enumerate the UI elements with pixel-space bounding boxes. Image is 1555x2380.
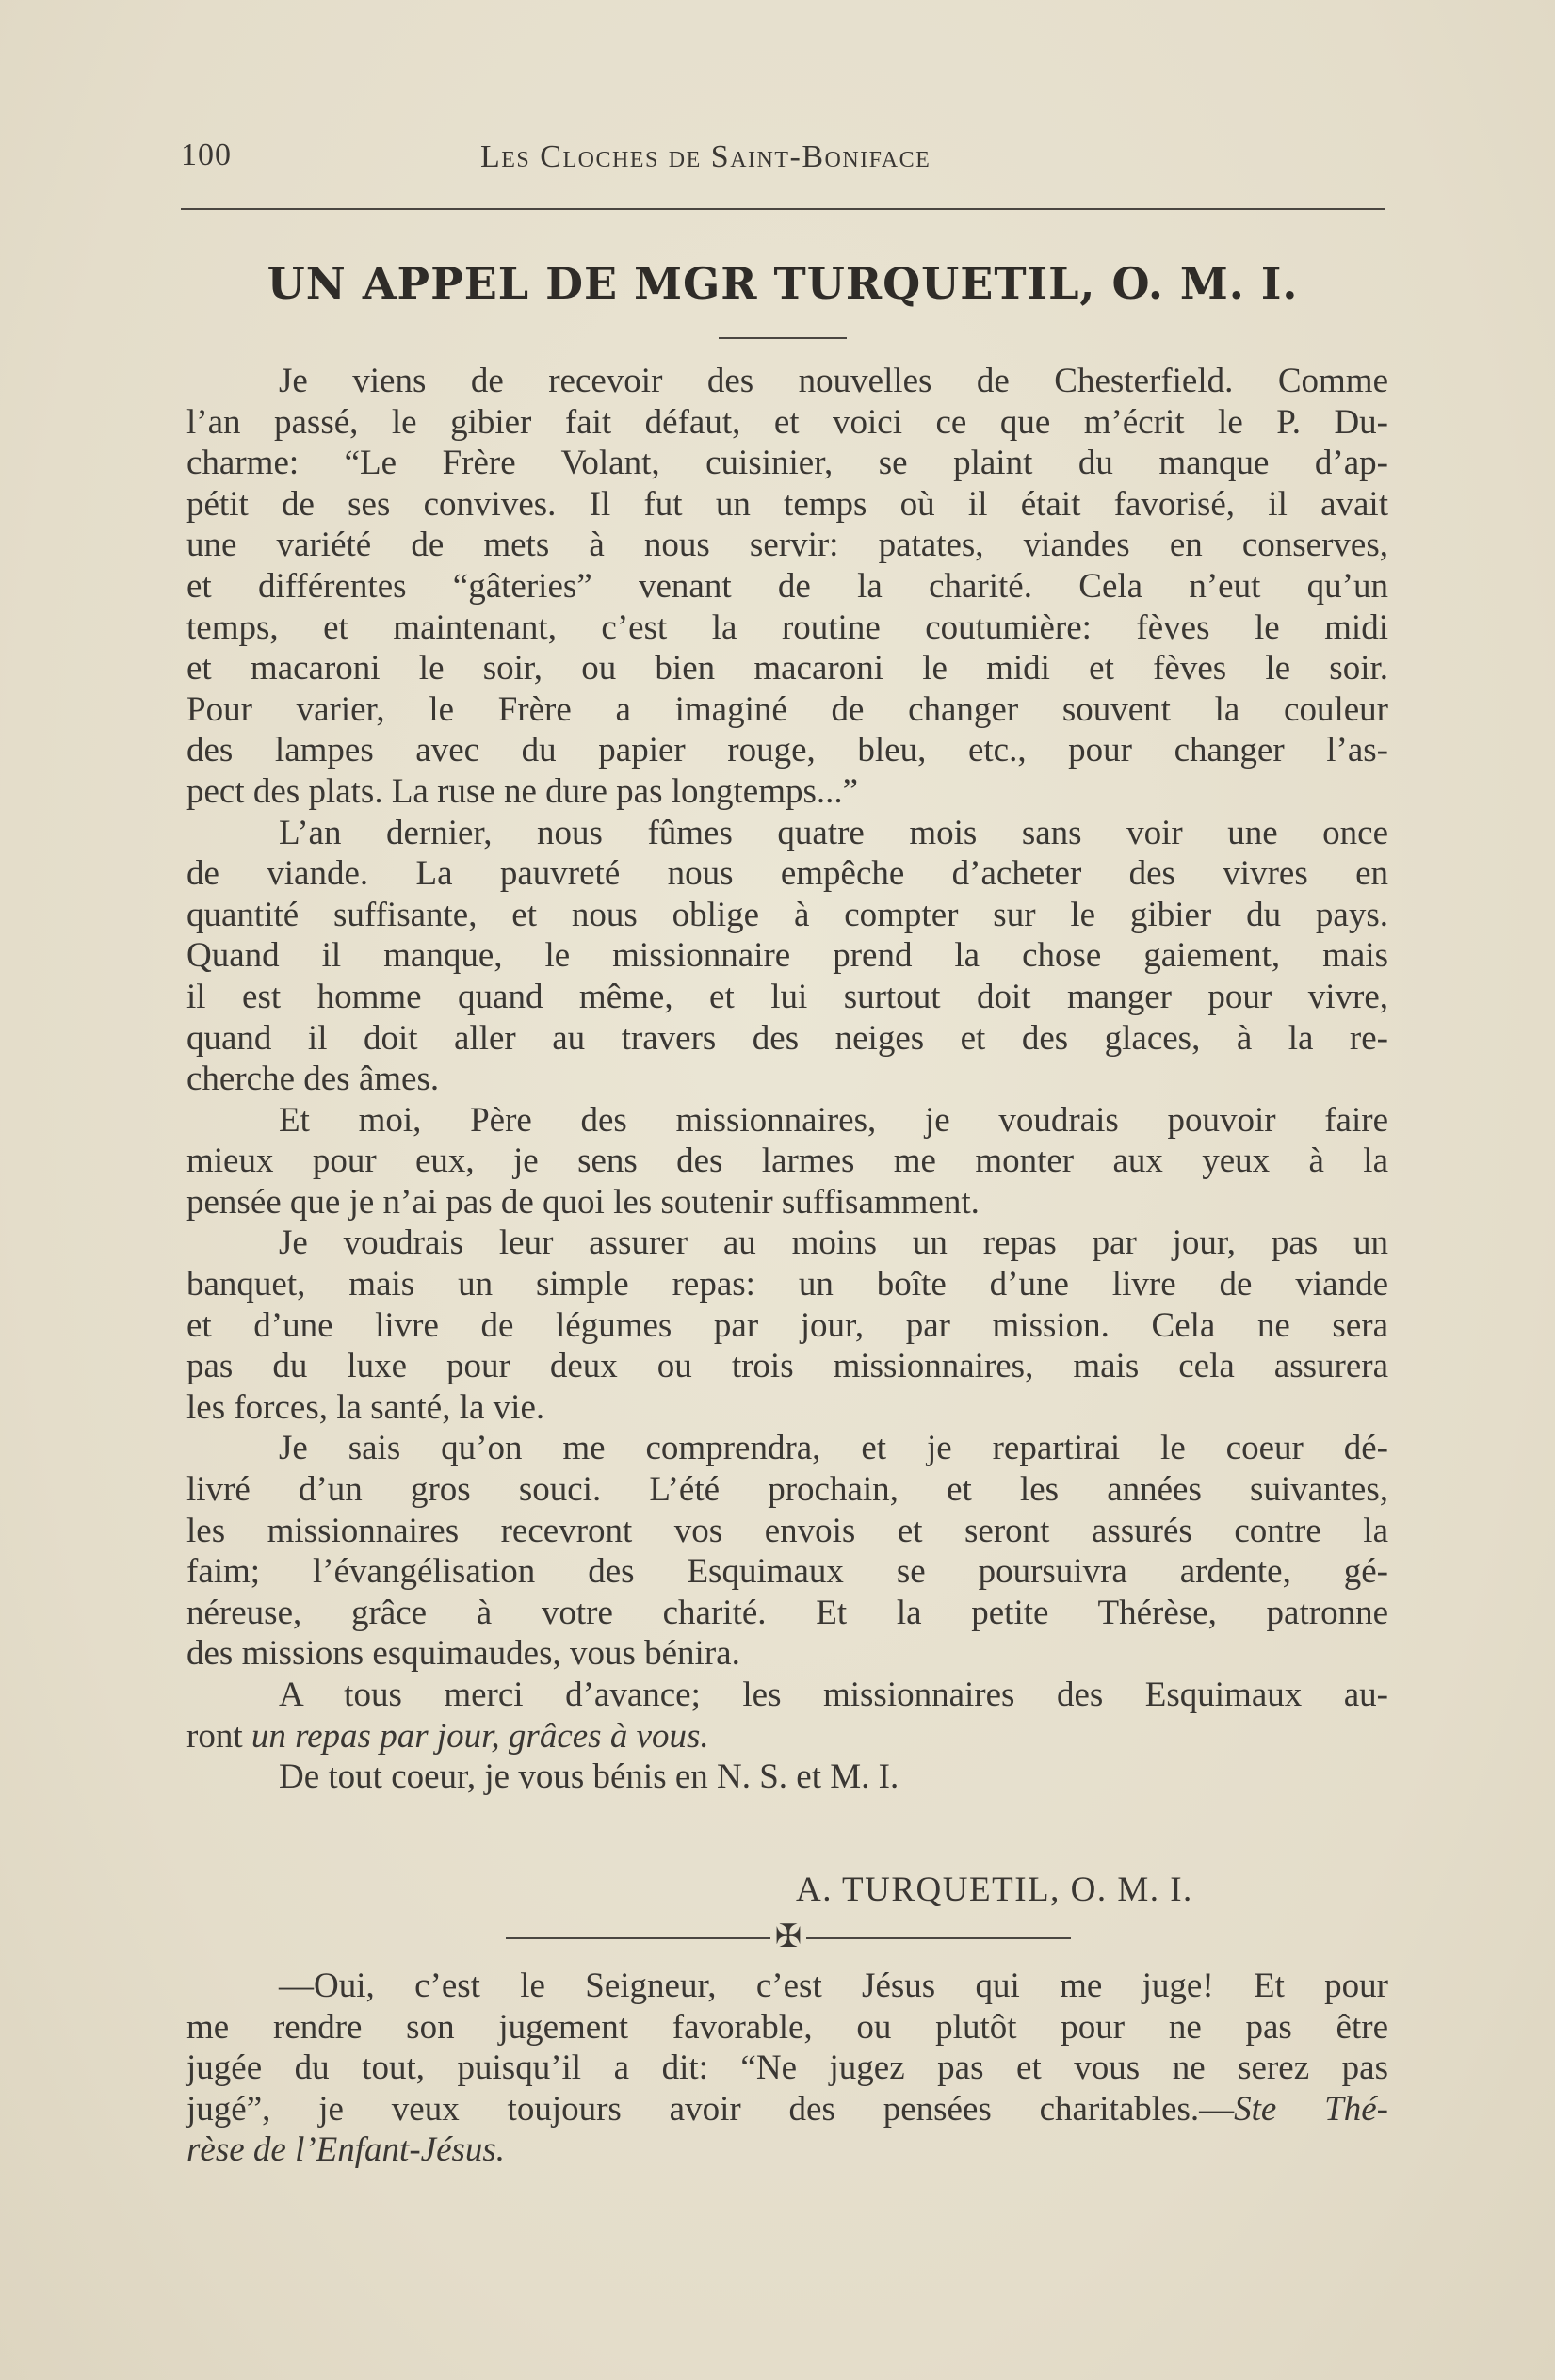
closing-quote [186, 1966, 1388, 2171]
text-line: mieux pour eux, je sens des larmes me monter aux yeux à la [186, 1141, 1388, 1181]
running-head: Les Cloches de Saint-Boniface [480, 139, 931, 174]
text-line: Je viens de recevoir des nouvelles de Chesterfield. Comme [279, 362, 1388, 400]
text-line: livré d’un gros souci. L’été prochain, et les années suivantes, [186, 1470, 1388, 1510]
text-line: Pour varier, le Frère a imaginé de changer souvent la couleur [186, 689, 1388, 729]
quote-line [186, 2089, 1388, 2130]
text-line: A tous merci d’avance; les missionnaires des Esquimaux au- [279, 1676, 1388, 1714]
closing-paragraph [186, 1675, 1388, 1757]
text-line: temps, et maintenant, c’est la routine coutumière: fèves le midi [186, 607, 1388, 647]
quote-line: me rendre son jugement favorable, ou plutôt pour ne pas être [186, 2007, 1388, 2047]
quote-line: —Oui, c’est le Seigneur, c’est Jésus qui me juge! Et pour [279, 1967, 1388, 2005]
paragraph [186, 1100, 1388, 1223]
paragraph [186, 1222, 1388, 1428]
text-line: et d’une livre de légumes par jour, par mission. Cela ne sera [186, 1305, 1388, 1345]
header-rule [181, 208, 1385, 210]
text-line: de viande. La pauvreté nous empêche d’acheter des vivres en [186, 854, 1388, 894]
text-line: néreuse, grâce à votre charité. Et la petite Thérèse, patronne [186, 1593, 1388, 1632]
text-line [186, 1716, 1388, 1757]
text-line: il est homme quand même, et lui surtout doit manger pour vivre, [186, 977, 1388, 1016]
text-line: une variété de mets à nous servir: patates, viandes en conserves, [186, 526, 1388, 565]
page-number: 100 [181, 138, 232, 172]
cross-ornament-icon: ✠ [774, 1919, 802, 1954]
text-line: cherche des âmes. [186, 1060, 440, 1099]
text-line: L’an dernier, nous fûmes quatre mois sans voir une once [279, 813, 1388, 852]
text-line: des missions esquimaudes, vous bénira. [186, 1634, 740, 1674]
article-title: UN APPEL DE MGR TURQUETIL, O. M. I. [267, 258, 1299, 309]
text-line: pétit de ses convives. Il fut un temps où il était favorisé, il avait [186, 484, 1388, 524]
section-divider [506, 1919, 1071, 1954]
paragraph [186, 813, 1388, 1100]
text-line: Et moi, Père des missionnaires, je voudrais pouvoir faire [279, 1100, 1388, 1140]
text-line: quantité suffisante, et nous oblige à compter sur le gibier du pays. [186, 895, 1388, 934]
text-line: pas du luxe pour deux ou trois missionnaires, mais cela assurera [186, 1347, 1388, 1386]
paragraph [186, 361, 1388, 813]
closing-text: ront [186, 1716, 251, 1756]
text-line: et macaroni le soir, ou bien macaroni le midi et fèves le soir. [186, 649, 1388, 688]
text-line: Je sais qu’on me comprendra, et je repartirai le coeur dé- [279, 1429, 1388, 1468]
quote-line: jugée du tout, puisqu’il a dit: “Ne jugez pas et vous ne serez pas [186, 2048, 1388, 2088]
quote-text: jugé”, je veux toujours avoir des pensées charitables.— [186, 2089, 1235, 2129]
text-line: pensée que je n’ai pas de quoi les soutenir suffisamment. [186, 1182, 980, 1222]
signature: A. TURQUETIL, O. M. I. [796, 1870, 1193, 1909]
text-line: banquet, mais un simple repas: un boîte d’une livre de viande [186, 1265, 1388, 1304]
text-line: et différentes “gâteries” venant de la charité. Cela n’eut qu’un [186, 566, 1388, 606]
divider-rule-right [806, 1937, 1071, 1939]
text-line: De tout coeur, je vous bénis en N. S. et M. I. [279, 1757, 899, 1797]
text-line: quand il doit aller au travers des neiges et des glaces, à la re- [186, 1018, 1388, 1058]
divider-rule-left [506, 1937, 770, 1939]
text-line: charme: “Le Frère Volant, cuisinier, se plaint du manque d’ap- [186, 444, 1388, 483]
text-line: faim; l’évangélisation des Esquimaux se poursuivra ardente, gé- [186, 1552, 1388, 1592]
text-line: l’an passé, le gibier fait défaut, et voici ce que m’écrit le P. Du- [186, 402, 1388, 442]
blessing-paragraph [186, 1757, 1388, 1798]
closing-emphasis: un repas par jour, grâces à vous. [251, 1716, 709, 1756]
text-line: les missionnaires recevront vos envois et seront assurés contre la [186, 1511, 1388, 1550]
page-header [181, 138, 1382, 185]
text-line: Je voudrais leur assurer au moins un repas par jour, pas un [279, 1223, 1388, 1263]
text-line: les forces, la santé, la vie. [186, 1387, 545, 1427]
quote-attribution-line: rèse de l’Enfant-Jésus. [186, 2130, 506, 2170]
article-body [186, 361, 1388, 1798]
quote-attribution: Ste Thé- [1234, 2089, 1388, 2129]
title-rule [719, 337, 847, 339]
text-line: des lampes avec du papier rouge, bleu, etc., pour changer l’as- [186, 731, 1388, 770]
text-line: pect des plats. La ruse ne dure pas longtemps...” [186, 771, 859, 811]
text-line: Quand il manque, le missionnaire prend la chose gaiement, mais [186, 936, 1388, 976]
paragraph [186, 1428, 1388, 1675]
